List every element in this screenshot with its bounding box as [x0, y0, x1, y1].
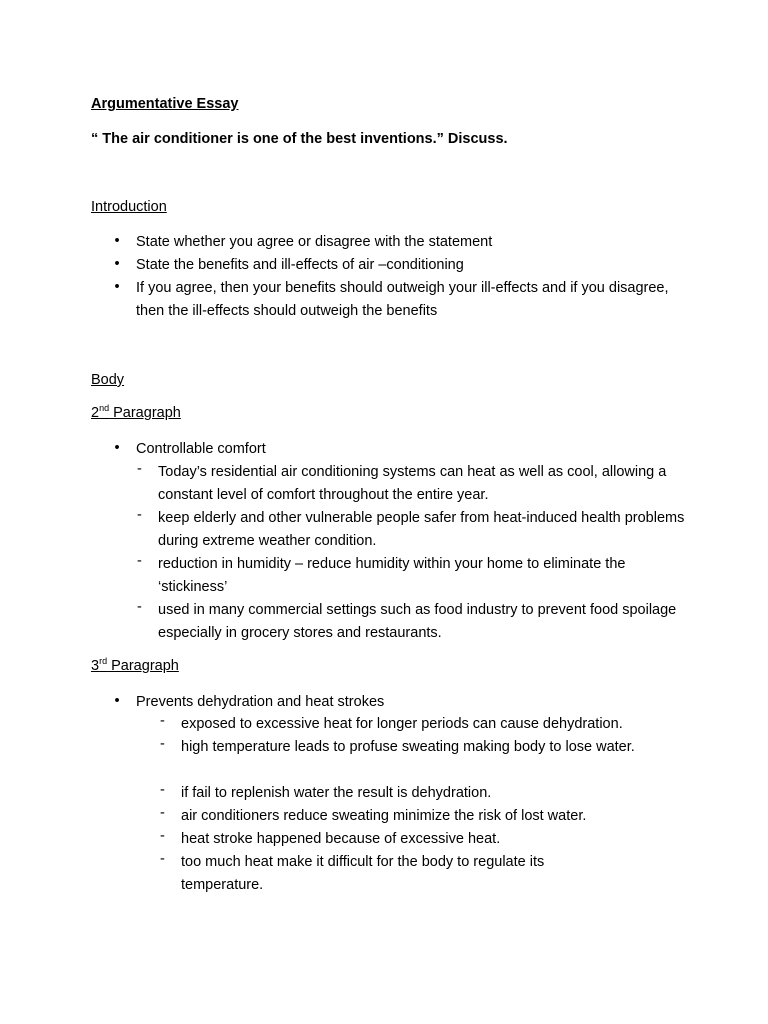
paragraph2-heading-num: 2: [91, 405, 100, 421]
introduction-heading: Introduction: [91, 199, 167, 215]
paragraph2-heading-text: Paragraph: [109, 405, 181, 421]
paragraph2-point-4: used in many commercial settings such as food industry to prevent food spoilage especially in grocery stores and restaurants.: [158, 602, 677, 641]
dash-marker: -: [137, 507, 142, 523]
essay-prompt: “ The air conditioner is one of the best inventions.” Discuss.: [91, 131, 508, 147]
intro-bullet-3: If you agree, then your benefits should outweigh your ill-effects and if you disagree, then the ill-effects should outweigh the benefits: [136, 280, 669, 319]
paragraph3-heading-sup: rd: [99, 656, 108, 667]
paragraph3-heading-num: 3: [91, 658, 100, 674]
dash-marker: -: [160, 713, 165, 729]
bullet-marker: •: [114, 256, 120, 272]
paragraph2-point-3: reduction in humidity – reduce humidity within your home to eliminate the ‘stickiness’: [158, 556, 626, 595]
dash-marker: -: [137, 553, 142, 569]
paragraph2-point-2: keep elderly and other vulnerable people safer from heat-induced health problems during extreme weather condition.: [158, 510, 685, 549]
paragraph3-bullet: Prevents dehydration and heat strokes: [136, 694, 385, 710]
body-heading: Body: [91, 372, 125, 388]
bullet-marker: •: [114, 693, 120, 709]
dash-marker: -: [160, 805, 165, 821]
bullet-marker: •: [114, 440, 120, 456]
dash-marker: -: [160, 828, 165, 844]
paragraph3-heading-text: Paragraph: [107, 658, 179, 674]
paragraph3-point-5: heat stroke happened because of excessive heat.: [181, 831, 501, 847]
dash-marker: -: [137, 599, 142, 615]
paragraph3-point-1: exposed to excessive heat for longer periods can cause dehydration.: [181, 716, 623, 732]
intro-bullet-1: State whether you agree or disagree with the statement: [136, 234, 493, 250]
dash-marker: -: [160, 782, 165, 798]
paragraph2-heading: [91, 405, 181, 421]
essay-title: Argumentative Essay: [91, 96, 239, 112]
dash-marker: -: [160, 851, 165, 867]
dash-marker: -: [137, 461, 142, 477]
paragraph3-point-6: too much heat make it difficult for the body to regulate its temperature.: [181, 854, 545, 893]
paragraph2-point-1: Today’s residential air conditioning systems can heat as well as cool, allowing a constant level of comfort throughout the entire year.: [158, 464, 667, 503]
bullet-marker: •: [114, 233, 120, 249]
paragraph3-heading: [91, 658, 179, 674]
intro-bullet-2: State the benefits and ill-effects of air –conditioning: [136, 257, 464, 273]
paragraph3-point-2: high temperature leads to profuse sweating making body to lose water.: [181, 739, 635, 755]
bullet-marker: •: [114, 279, 120, 295]
paragraph2-bullet: Controllable comfort: [136, 441, 266, 457]
paragraph3-point-4: air conditioners reduce sweating minimize the risk of lost water.: [181, 808, 587, 824]
paragraph3-point-3: if fail to replenish water the result is dehydration.: [181, 785, 492, 801]
dash-marker: -: [160, 736, 165, 752]
paragraph2-heading-sup: nd: [99, 403, 110, 414]
